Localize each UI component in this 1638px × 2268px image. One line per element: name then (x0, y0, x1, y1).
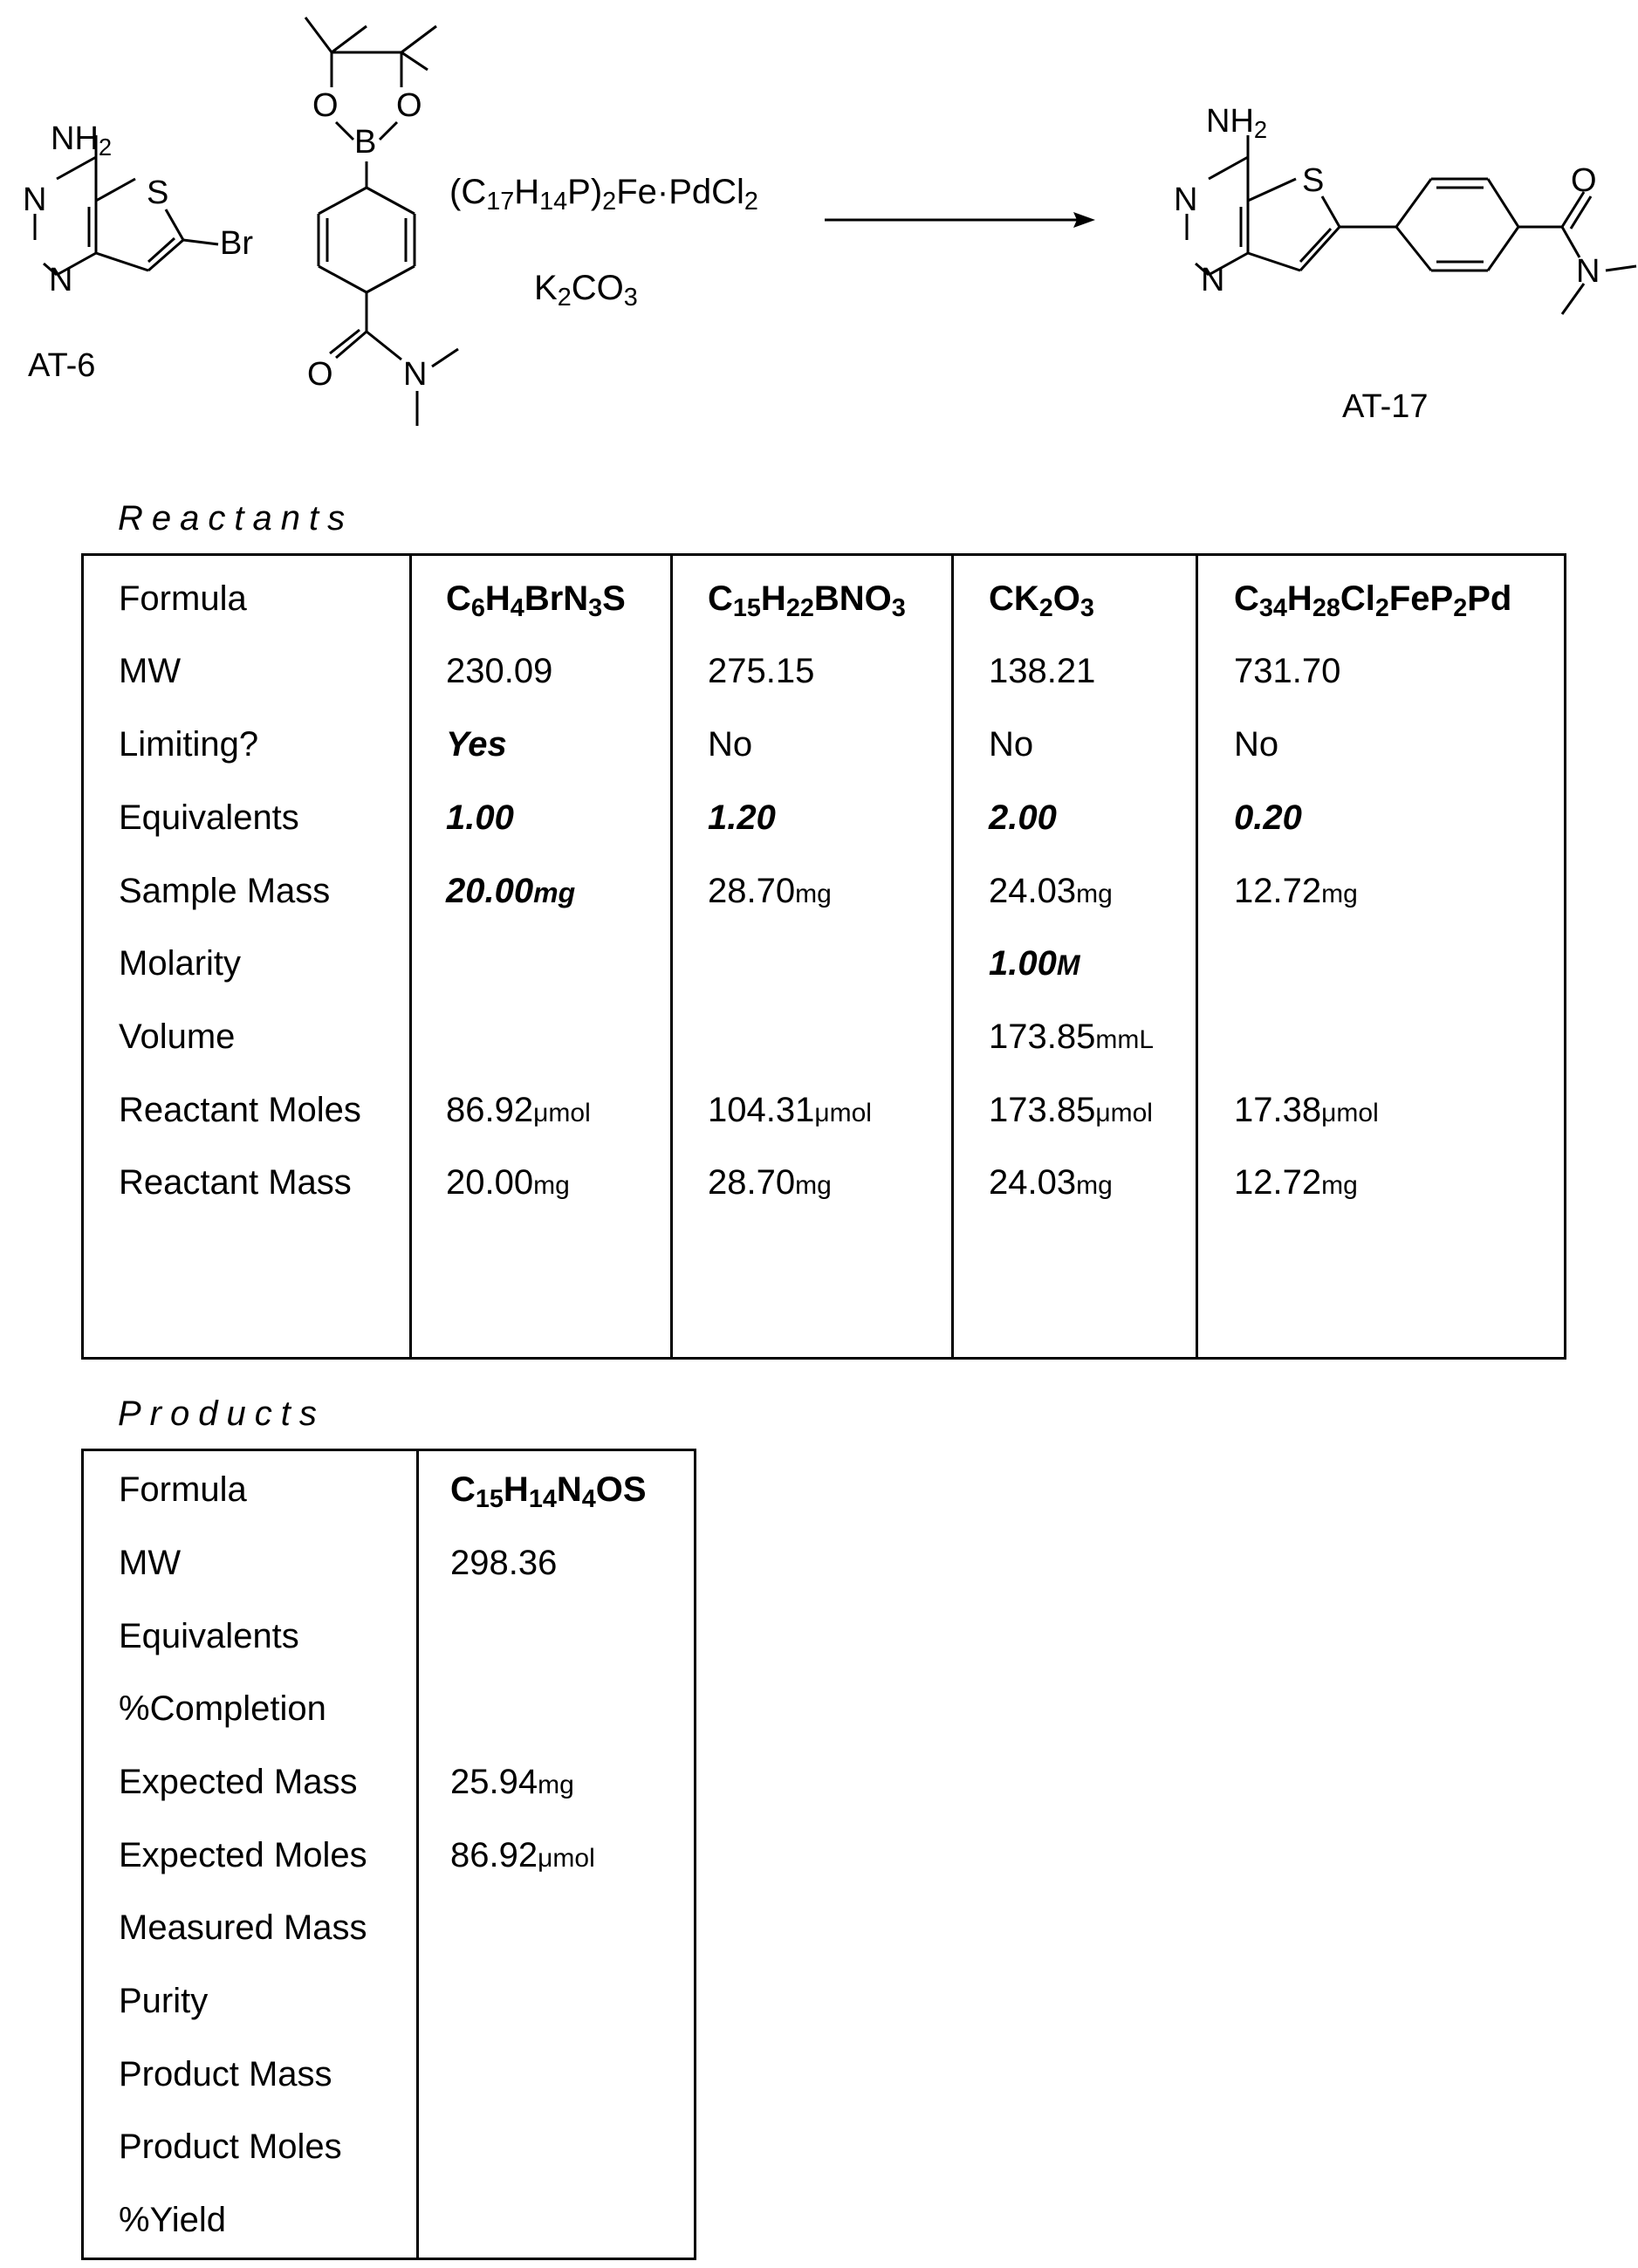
at6-n2-label: N (49, 262, 73, 298)
products-table (81, 1449, 696, 2260)
row-label-limiting: Limiting? (119, 725, 259, 764)
boronate-o1-label: O (312, 87, 339, 124)
row-label-formula: Formula (119, 1470, 247, 1509)
products-heading: Products (118, 1394, 326, 1433)
boronate-o2-label: O (396, 87, 422, 124)
at17-n2-label: N (1201, 262, 1225, 298)
at6-nh2-label: $NH_2$ (51, 120, 113, 161)
row-label-purity: Purity (119, 1982, 209, 2020)
sample-mass-cell: 20.00mg (446, 872, 576, 910)
mw-cell: 230.09 (446, 652, 553, 690)
reactant-mass-cell: 12.72mg (1234, 1163, 1358, 1202)
limiting-cell: No (1234, 725, 1279, 764)
row-label-product-mass: Product Mass (119, 2055, 332, 2093)
row-label-reactant-mass: Reactant Mass (119, 1163, 352, 1202)
reactants-table (81, 553, 1566, 1360)
reactant-mass-cell: 28.70mg (708, 1163, 832, 1202)
equivalents-cell: 2.00 (989, 798, 1057, 837)
limiting-cell: No (989, 725, 1034, 764)
catalyst-formula: $(C_{17}H_{14}P)_2Fe\cdot PdCl_2$ (449, 173, 758, 216)
equivalents-cell: 0.20 (1234, 798, 1302, 837)
sample-mass-cell: 12.72mg (1234, 872, 1358, 910)
limiting-cell: No (708, 725, 753, 764)
sample-mass-cell: 28.70mg (708, 872, 832, 910)
product-formula-cell: $C_{15}H_{14}N_4OS$ (450, 1470, 647, 1514)
sample-mass-cell: 24.03mg (989, 872, 1113, 910)
reactant-moles-cell: 173.85μmol (989, 1091, 1153, 1129)
mw-cell: 138.21 (989, 652, 1096, 690)
equivalents-cell: 1.20 (708, 798, 776, 837)
reactant-moles-cell: 104.31μmol (708, 1091, 872, 1129)
row-label-expected-moles: Expected Moles (119, 1836, 367, 1874)
reactants-heading: Reactants (118, 499, 354, 538)
formula-cell: $C_6H_4BrN_3S$ (446, 579, 626, 623)
product-mw-cell: 298.36 (450, 1544, 558, 1582)
at6-br-label: Br (220, 225, 253, 262)
volume-cell: 173.85mmL (989, 1018, 1155, 1056)
at17-n1-label: N (1174, 182, 1198, 218)
formula-cell: $C_{15}H_{22}BNO_3$ (708, 579, 906, 623)
at17-s-label: S (1302, 162, 1325, 199)
amide-o-label: O (307, 356, 333, 393)
molarity-cell: 1.00M (989, 944, 1080, 983)
equivalents-cell: 1.00 (446, 798, 514, 837)
amide-n-label: N (403, 356, 428, 393)
row-label-expected-mass: Expected Mass (119, 1763, 358, 1801)
reactant-mass-cell: 24.03mg (989, 1163, 1113, 1202)
base-formula: $K_2CO_3$ (534, 269, 638, 312)
reactant-moles-cell: 17.38μmol (1234, 1091, 1379, 1129)
at17-n-label: N (1576, 253, 1600, 290)
at17-structure (1187, 135, 1636, 314)
row-label-volume: Volume (119, 1018, 236, 1056)
expected-mass-cell: 25.94mg (450, 1763, 574, 1801)
mw-cell: 275.15 (708, 652, 815, 690)
boron-label: B (354, 124, 377, 161)
reactant-mass-cell: 20.00mg (446, 1163, 570, 1202)
row-label-equivalents: Equivalents (119, 1617, 299, 1655)
row-label-molarity: Molarity (119, 944, 242, 983)
at17-compound-label: AT-17 (1342, 388, 1429, 425)
row-label-yield: %Yield (119, 2201, 227, 2239)
row-label-mw: MW (119, 652, 182, 690)
expected-moles-cell: 86.92μmol (450, 1836, 595, 1874)
row-label-equivalents: Equivalents (119, 798, 299, 837)
row-label-completion: %Completion (119, 1689, 326, 1728)
formula-cell: $C_{34}H_{28}Cl_2FeP_2Pd$ (1234, 579, 1512, 623)
reactant-moles-cell: 86.92μmol (446, 1091, 591, 1129)
limiting-cell: Yes (446, 725, 507, 764)
at6-compound-label: AT-6 (28, 347, 96, 384)
formula-cell: $CK_2O_3$ (989, 579, 1094, 623)
mw-cell: 731.70 (1234, 652, 1341, 690)
row-label-measured-mass: Measured Mass (119, 1908, 367, 1947)
at6-n1-label: N (23, 182, 47, 218)
row-label-formula: Formula (119, 579, 247, 618)
reaction-scheme (0, 0, 1638, 454)
at6-s-label: S (147, 175, 169, 211)
row-label-sample-mass: Sample Mass (119, 872, 331, 910)
row-label-reactant-moles: Reactant Moles (119, 1091, 361, 1129)
at17-nh2-label: $NH_2$ (1206, 103, 1268, 143)
at17-o-label: O (1571, 162, 1597, 199)
row-label-product-moles: Product Moles (119, 2128, 342, 2166)
row-label-mw: MW (119, 1544, 182, 1582)
